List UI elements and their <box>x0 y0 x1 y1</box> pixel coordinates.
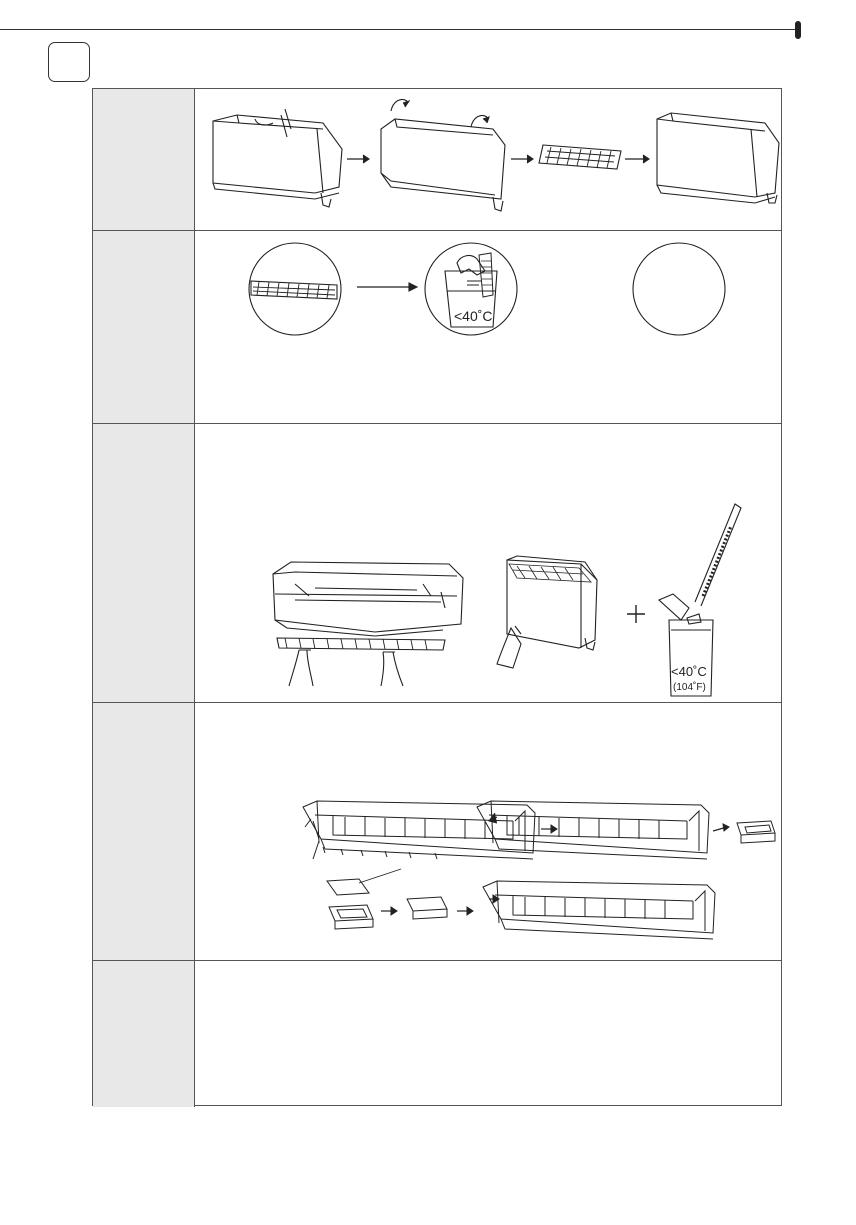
clean-temperature-f: (104˚F) <box>673 682 706 693</box>
replace-functional-filter-illustration <box>195 703 783 960</box>
filter-icon <box>407 897 447 919</box>
step-label-cell-1 <box>93 89 195 230</box>
hand-icon <box>381 652 403 686</box>
filter-icon <box>251 281 337 299</box>
filter-icon <box>737 821 775 843</box>
step-row-1 <box>93 89 781 231</box>
step-row-3 <box>93 424 781 703</box>
clean-filter-illustration <box>195 424 783 702</box>
empty-circle <box>633 243 725 335</box>
step-row-2 <box>93 231 781 424</box>
hand-icon <box>659 594 689 620</box>
header-rule <box>0 29 798 30</box>
step-row-4 <box>93 703 781 961</box>
section-number-box <box>48 42 90 82</box>
header-rule-end <box>795 21 801 39</box>
indoor-unit-icon <box>213 109 342 207</box>
step-row-5 <box>93 961 781 1107</box>
step-label-cell-2 <box>93 231 195 423</box>
filter-icon <box>277 638 445 650</box>
step-content-cell-4 <box>195 703 781 960</box>
step-label-cell-5 <box>93 961 195 1107</box>
indoor-unit-icon <box>381 99 505 211</box>
indoor-unit-icon <box>657 113 779 203</box>
indoor-unit-icon <box>273 562 463 636</box>
arrow-icon <box>391 907 397 915</box>
step-label-cell-3 <box>93 424 195 702</box>
step-content-cell-5 <box>195 961 781 1107</box>
arrow-icon <box>467 907 473 915</box>
plus-icon <box>627 605 645 623</box>
remove-filter-illustration <box>195 89 783 230</box>
filter-circle <box>249 243 341 335</box>
step-content-cell-1 <box>195 89 781 230</box>
indoor-unit-icon <box>483 881 715 939</box>
maintenance-table <box>92 88 782 1106</box>
filter-icon <box>509 564 591 582</box>
arrow-icon <box>723 824 729 831</box>
arrow-icon <box>403 101 409 107</box>
step-content-cell-2 <box>195 231 781 423</box>
wash-filter-illustration <box>195 231 783 423</box>
step-content-cell-3 <box>195 424 781 702</box>
clean-temperature-c: <40˚C <box>671 664 707 679</box>
indoor-unit-icon <box>303 801 535 859</box>
hand-icon <box>497 626 521 668</box>
filter-icon <box>539 145 621 169</box>
arrow-icon <box>551 825 557 833</box>
step-label-cell-4 <box>93 703 195 960</box>
arrow-icon <box>483 117 489 123</box>
filter-icon <box>329 905 373 929</box>
indoor-unit-icon <box>477 801 709 859</box>
hand-icon <box>289 650 313 686</box>
wash-temperature-label: <40˚C <box>454 308 493 324</box>
